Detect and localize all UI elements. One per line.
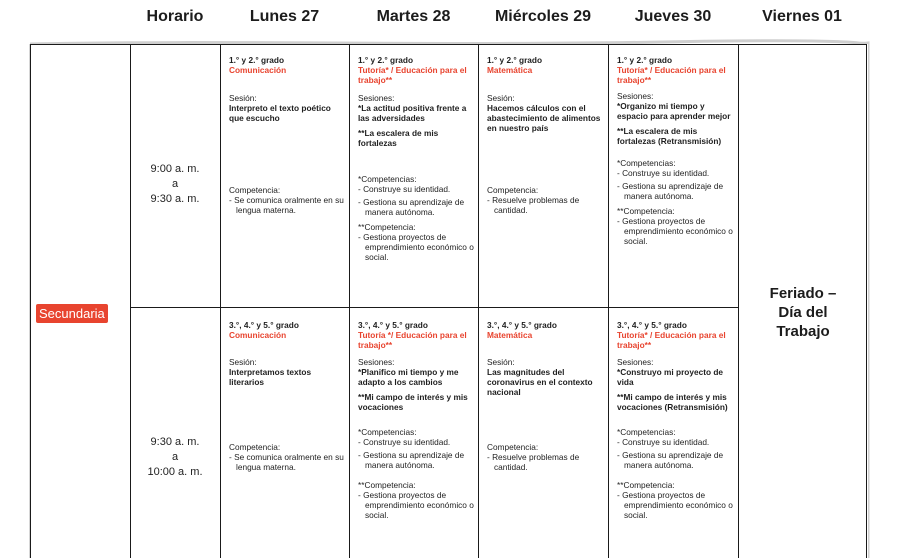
grid-line: [220, 44, 221, 558]
area-label: Tutoría* / Educación para el trabajo**: [617, 330, 726, 350]
grid-line: [30, 44, 867, 45]
competence-item: - Gestiona su aprendizaje de manera autónoma.: [617, 450, 724, 470]
competence-item: - Gestiona su aprendizaje de manera autónoma.: [358, 197, 465, 217]
competence-label: Competencia:: [487, 442, 539, 452]
time-start: 9:00 a. m.: [150, 163, 200, 175]
session-title: Interpreto el texto poético que escucho: [229, 103, 331, 123]
header-horario: Horario: [146, 8, 204, 25]
session-title: *Organizo mi tiempo y espacio para aprender mejor: [617, 101, 731, 121]
session-label: Sesiones:: [617, 357, 654, 367]
session-title: **Mi campo de interés y mis vocaciones: [358, 392, 468, 412]
grid-line: [130, 307, 738, 308]
area-label: Tutoría* / Educación para el trabajo**: [358, 65, 467, 85]
time-slot-2: [130, 435, 220, 480]
area-label: Comunicación: [229, 330, 287, 340]
level-badge: Secundaria: [36, 304, 108, 323]
time-end: 9:30 a. m.: [150, 193, 200, 205]
session-title: *Planifico mi tiempo y me adapto a los cambios: [358, 367, 459, 387]
area-label: Comunicación: [229, 65, 287, 75]
competence-label: Competencia:: [229, 442, 281, 452]
session-label: Sesiones:: [617, 91, 654, 101]
time-sep: a: [171, 451, 179, 463]
competence-item: - Gestiona proyectos de emprendimiento económico o social.: [617, 216, 733, 246]
grade-label: 1.° y 2.° grado: [229, 55, 285, 65]
grade-label: 1.° y 2.° grado: [487, 55, 543, 65]
cell-lunes-row2: [229, 320, 345, 472]
session-title: **Mi campo de interés y mis vocaciones (Retransmisión): [617, 392, 728, 412]
session-title: Las magnitudes del coronavirus en el contexto nacional: [487, 367, 593, 397]
grid-line: [866, 44, 867, 558]
competence-label: *Competencias:: [358, 174, 417, 184]
cell-jueves-row2: [617, 320, 735, 520]
competence-item: - Resuelve problemas de cantidad.: [487, 452, 580, 472]
cell-martes-row2: [358, 320, 474, 520]
competence-label: **Competencia:: [617, 480, 675, 490]
competence-item: - Gestiona su aprendizaje de manera autónoma.: [617, 181, 724, 201]
header-miercoles: Miércoles 29: [494, 8, 592, 25]
grid-line: [478, 44, 479, 558]
competence-item: - Construye su identidad.: [358, 437, 451, 447]
cell-miercoles-row1: [487, 55, 605, 215]
session-title: *La actitud positiva frente a las adversidades: [358, 103, 467, 123]
grid-line: [738, 44, 739, 558]
area-label: Tutoría */ Educación para el trabajo**: [358, 330, 467, 350]
time-start: 9:30 a. m.: [150, 436, 200, 448]
competence-label: **Competencia:: [358, 480, 416, 490]
holiday-line: Día del: [778, 304, 828, 321]
competence-item: - Gestiona proyectos de emprendimiento económico o social.: [358, 490, 474, 520]
grade-label: 1.° y 2.° grado: [617, 55, 673, 65]
session-label: Sesión:: [229, 357, 257, 367]
grade-label: 1.° y 2.° grado: [358, 55, 414, 65]
competence-label: Competencia:: [487, 185, 539, 195]
session-label: Sesión:: [229, 93, 257, 103]
session-title: Interpretamos textos literarios: [229, 367, 312, 387]
grade-label: 3.°, 4.° y 5.° grado: [487, 320, 557, 330]
competence-item: - Construye su identidad.: [358, 184, 451, 194]
competence-label: *Competencias:: [358, 427, 417, 437]
competence-label: *Competencias:: [617, 427, 676, 437]
grid-line: [349, 44, 350, 558]
holiday-label: [740, 284, 866, 341]
competence-item: - Se comunica oralmente en su lengua materna.: [229, 452, 344, 472]
session-label: Sesiones:: [358, 93, 395, 103]
grid-line: [130, 44, 131, 558]
competence-label: **Competencia:: [358, 222, 416, 232]
grade-label: 3.°, 4.° y 5.° grado: [229, 320, 299, 330]
holiday-line: Feriado –: [769, 285, 837, 302]
competence-item: - Construye su identidad.: [617, 168, 710, 178]
header-lunes: Lunes 27: [249, 8, 320, 25]
competence-item: - Gestiona su aprendizaje de manera autónoma.: [358, 450, 465, 470]
area-label: Matemática: [487, 65, 533, 75]
competence-label: *Competencias:: [617, 158, 676, 168]
session-title: **La escalera de mis fortalezas (Retransmisión): [617, 126, 722, 146]
session-label: Sesiones:: [358, 357, 395, 367]
time-slot-1: [130, 162, 220, 207]
competence-item: - Gestiona proyectos de emprendimiento económico o social.: [617, 490, 733, 520]
header-viernes: Viernes 01: [762, 8, 842, 25]
time-sep: a: [171, 178, 179, 190]
grade-label: 3.°, 4.° y 5.° grado: [358, 320, 428, 330]
time-end: 10:00 a. m.: [147, 466, 203, 478]
cell-lunes-row1: [229, 55, 345, 215]
area-label: Tutoría* / Educación para el trabajo**: [617, 65, 726, 85]
grid-line: [30, 44, 31, 558]
competence-item: - Resuelve problemas de cantidad.: [487, 195, 580, 215]
area-label: Matemática: [487, 330, 533, 340]
header-jueves: Jueves 30: [634, 8, 712, 25]
cell-miercoles-row2: [487, 320, 605, 472]
session-label: Sesión:: [487, 93, 515, 103]
competence-label: **Competencia:: [617, 206, 675, 216]
holiday-line: Trabajo: [776, 323, 830, 340]
grade-label: 3.°, 4.° y 5.° grado: [617, 320, 687, 330]
grid-line: [608, 44, 609, 558]
competence-label: Competencia:: [229, 185, 281, 195]
session-title: *Construyo mi proyecto de vida: [617, 367, 724, 387]
competence-item: - Construye su identidad.: [617, 437, 710, 447]
cell-jueves-row1: [617, 55, 735, 246]
competence-item: - Se comunica oralmente en su lengua materna.: [229, 195, 344, 215]
competence-item: - Gestiona proyectos de emprendimiento económico o social.: [358, 232, 474, 262]
session-title: **La escalera de mis fortalezas: [358, 128, 439, 148]
cell-martes-row1: [358, 55, 474, 262]
header-martes: Martes 28: [376, 8, 451, 25]
session-title: Hacemos cálculos con el abastecimiento de alimentos en nuestro país: [487, 103, 601, 133]
session-label: Sesión:: [487, 357, 515, 367]
